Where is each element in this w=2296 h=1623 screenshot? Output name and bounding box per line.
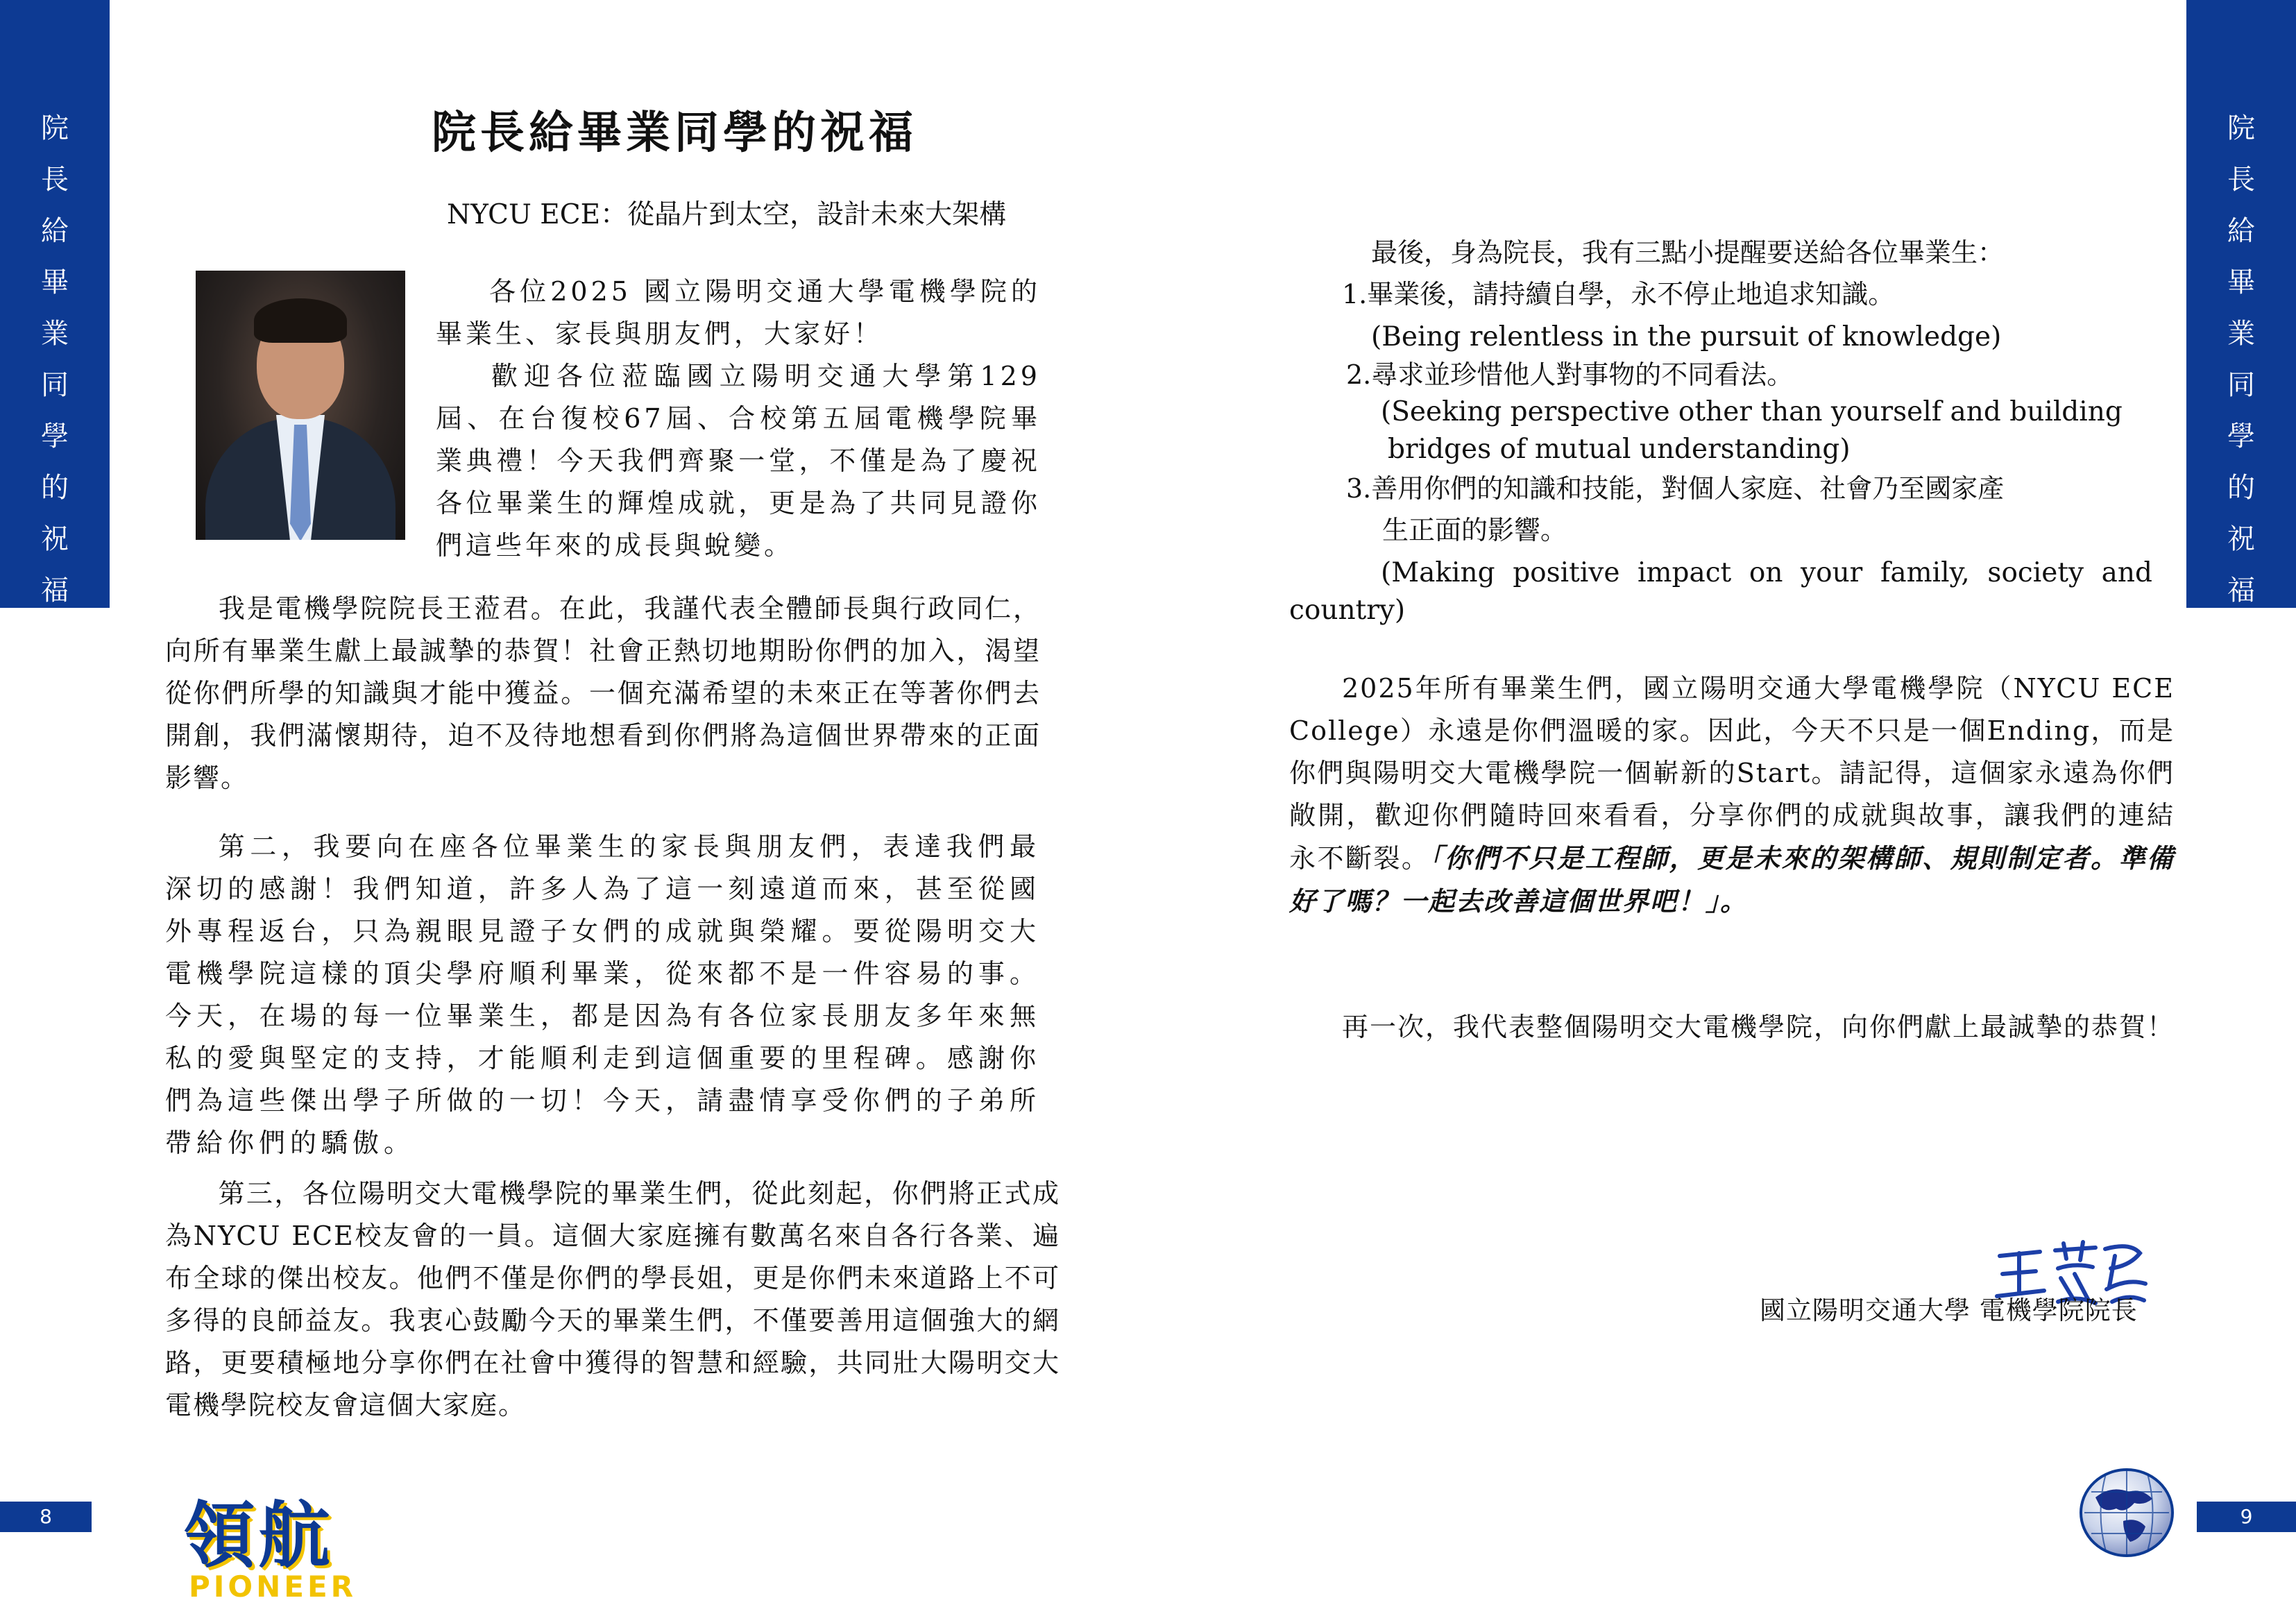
intro-paragraph-2: 歡迎各位蒞臨國立陽明交通大學第129 屆、在台復校67屆、合校第五屆電機學院畢業典禮！今天我們齊聚一堂，不僅是為了慶祝各位畢業生的輝煌成就，更是為了共同見證你們這些年來的成長與蛻變。 — [436, 361, 1041, 561]
side-tab-char: 業 — [2227, 318, 2255, 350]
side-tab-char: 同 — [2227, 369, 2255, 401]
page-title: 院長給畢業同學的祝福 — [432, 107, 917, 159]
reminder-point-2-en-1: (Seeking perspective other than yourself and building — [1381, 396, 2123, 427]
reminder-point-2-en-2: bridges of mutual understanding) — [1388, 434, 1851, 465]
side-tab-char: 的 — [41, 472, 69, 504]
page-number-left: 8 — [0, 1502, 92, 1532]
pioneer-logo — [165, 1493, 394, 1604]
reminder-intro: 最後，身為院長，我有三點小提醒要送給各位畢業生： — [1371, 237, 2005, 268]
side-tab-char: 院 — [41, 112, 69, 144]
dean-portrait — [196, 271, 405, 540]
paragraph-alumni: 第三，各位陽明交大電機學院的畢業生們，從此刻起，你們將正式成為NYCU ECE校友會的一員。這個大家庭擁有數萬名來自各行各業、遍布全球的傑出校友。他們不僅是你們的學長姐，更是你們未來道路上不可多得的良師益友。我衷心鼓勵今天的畢業生們，不僅要善用這個強大的網路，更要積極地分享你們在社會中獲得的智慧和經驗，共同壯大陽明交大電機學院校友會這個大家庭。 — [165, 1178, 1060, 1420]
left-side-tab — [0, 0, 110, 608]
reminder-point-1-en: (Being relentless in the pursuit of knowledge) — [1371, 321, 2002, 352]
side-tab-char: 同 — [41, 369, 69, 401]
side-tab-char: 畢 — [41, 266, 69, 298]
side-tab-char: 學 — [2227, 420, 2255, 452]
paragraph-home: 2025年所有畢業生們，國立陽明交通大學電機學院（NYCU ECE College）永遠是你們溫暖的家。因此，今天不只是一個Ending，而是你們與陽明交大電機學院一個嶄新的Start。請記得，這個家永遠為你們敞開，歡迎你們隨時回來看看，分享你們的成就與故事，讓我們的連結永不斷裂。「你們不只是工程師，更是未來的架構師、規則制定者。準備好了嗎？一起去改善這個世界吧！」。 — [1289, 673, 2175, 917]
reminder-point-3-2: 生正面的影響。 — [1382, 515, 1567, 545]
logo-english: PIONEER — [189, 1570, 357, 1604]
side-tab-char: 學 — [41, 420, 69, 452]
side-tab-char: 福 — [2227, 575, 2255, 606]
reminder-point-3-1: 3.善用你們的知識和技能，對個人家庭、社會乃至國家產 — [1346, 473, 2005, 504]
logo-chinese: 領航 — [183, 1493, 334, 1578]
reminder-point-2: 2.尋求並珍惜他人對事物的不同看法。 — [1346, 359, 1794, 390]
side-tab-char: 的 — [2227, 472, 2255, 504]
right-side-tab — [2186, 0, 2296, 608]
side-tab-char: 業 — [41, 318, 69, 350]
page-number-right: 9 — [2197, 1502, 2296, 1532]
side-tab-char: 給 — [41, 215, 69, 247]
side-tab-char: 畢 — [2227, 266, 2255, 298]
reminder-point-1: 1.畢業後，請持續自學，永不停止地追求知識。 — [1342, 279, 1895, 309]
paragraph-dean-intro: 我是電機學院院長王蒞君。在此，我謹代表全體師長與行政同仁，向所有畢業生獻上最誠摯的恭賀！社會正熱切地期盼你們的加入，渴望從你們所學的知識與才能中獲益。一個充滿希望的未來正在等著你們去開創，我們滿懷期待，迫不及待地想看到你們將為這個世界帶來的正面影響。 — [165, 593, 1041, 793]
reminder-point-3-en-1: (Making positive impact on your family, society and — [1381, 557, 2152, 588]
side-tab-char: 院 — [2227, 112, 2255, 144]
paragraph-thanks-parents: 第二，我要向在座各位畢業生的家長與朋友們，表達我們最深切的感謝！我們知道，許多人為了這一刻遠道而來，甚至從國外專程返台，只為親眼見證子女們的成就與榮耀。要從陽明交大電機學院這樣的頂尖學府順利畢業，從來都不是一件容易的事。今天，在場的每一位畢業生，都是因為有各位家長朋友多年來無私的愛與堅定的支持，才能順利走到這個重要的里程碑。感謝你們為這些傑出學子所做的一切！今天，請盡情享受你們的子弟所帶給你們的驕傲。 — [165, 831, 1041, 1158]
page-subtitle: NYCU ECE：從晶片到太空，設計未來大架構 — [447, 199, 1007, 230]
portrait-hair — [254, 298, 347, 343]
side-tab-char: 祝 — [2227, 523, 2255, 555]
reminder-point-3-en-2: country) — [1289, 595, 1406, 626]
side-tab-char: 長 — [41, 164, 69, 196]
globe-icon — [2075, 1464, 2179, 1561]
signature-caption: 國立陽明交通大學 電機學院院長 — [1760, 1295, 2138, 1325]
side-tab-char: 長 — [2227, 164, 2255, 196]
emphasis-quote: 「你們不只是工程師，更是未來的架構師、規則制定者。準備好了嗎？一起去改善這個世界吧！」。 — [1289, 842, 2175, 917]
side-tab-char: 福 — [41, 575, 69, 606]
intro-paragraph-1: 各位2025 國立陽明交通大學電機學院的畢業生、家長與朋友們，大家好！ — [436, 276, 1041, 349]
side-tab-char: 給 — [2227, 215, 2255, 247]
paragraph-final: 再一次，我代表整個陽明交大電機學院，向你們獻上最誠摯的恭賀！ — [1342, 1012, 2175, 1042]
side-tab-char: 祝 — [41, 523, 69, 555]
